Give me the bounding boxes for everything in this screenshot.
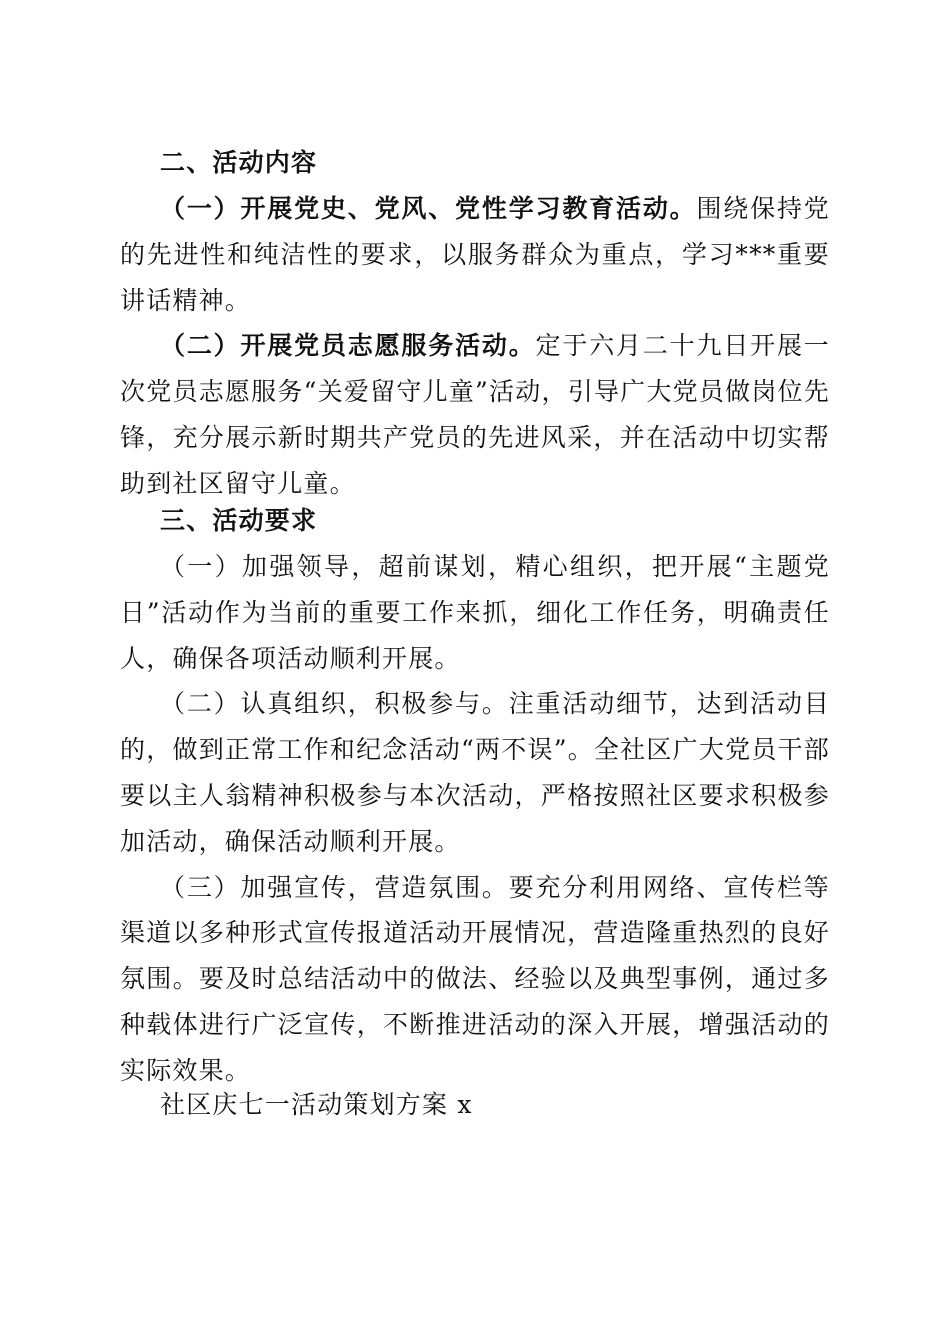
section-heading-activity-requirements: 三、活动要求 [160,506,318,535]
section-activity-requirements-body [120,544,830,1094]
section-activity-content-body [120,186,830,507]
paragraph-text: 围绕保持党的先进性和纯洁性的要求，以服务群众为重点，学习***重要讲话精神。 [120,194,830,315]
paragraph-leadership: （一）加强领导，超前谋划，精心组织，把开展“主题党日”活动作为当前的重要工作来抓，细化工作任务，明确责任人，确保各项活动顺利开展。 [120,552,830,673]
paragraph-text: 定于六月二十九日开展一次党员志愿服务“关爱留守儿童”活动，引导广大党员做岗位先锋，充分展示新时期共产党员的先进风采，并在活动中切实帮助到社区留守儿童。 [120,331,830,498]
section-heading-activity-content: 二、活动内容 [160,148,318,177]
paragraph-publicity: （三）加强宣传，营造氛围。要充分利用网络、宣传栏等渠道以多种形式宣传报道活动开展情况，营造隆重热烈的良好氛围。要及时总结活动中的做法、经验以及典型事例，通过多种载体进行广泛宣传，不断推进活动的深入开展，增强活动的实际效果。 [120,872,830,1085]
paragraph-volunteer-service [120,323,830,506]
paragraph-lead: （一）开展党史、党风、党性学习教育活动。 [160,194,697,223]
paragraph-organization: （二）认真组织，积极参与。注重活动细节，达到活动目的，做到正常工作和纪念活动“两不误”。全社区广大党员干部要以主人翁精神积极参与本次活动，严格按照社区要求积极参加活动，确保活动顺利开展。 [120,689,830,856]
paragraph-study-education [120,186,830,323]
paragraph-lead: （二）开展党员志愿服务活动。 [160,331,536,361]
document-footer-title: 社区庆七一活动策划方案 x [160,1090,473,1119]
